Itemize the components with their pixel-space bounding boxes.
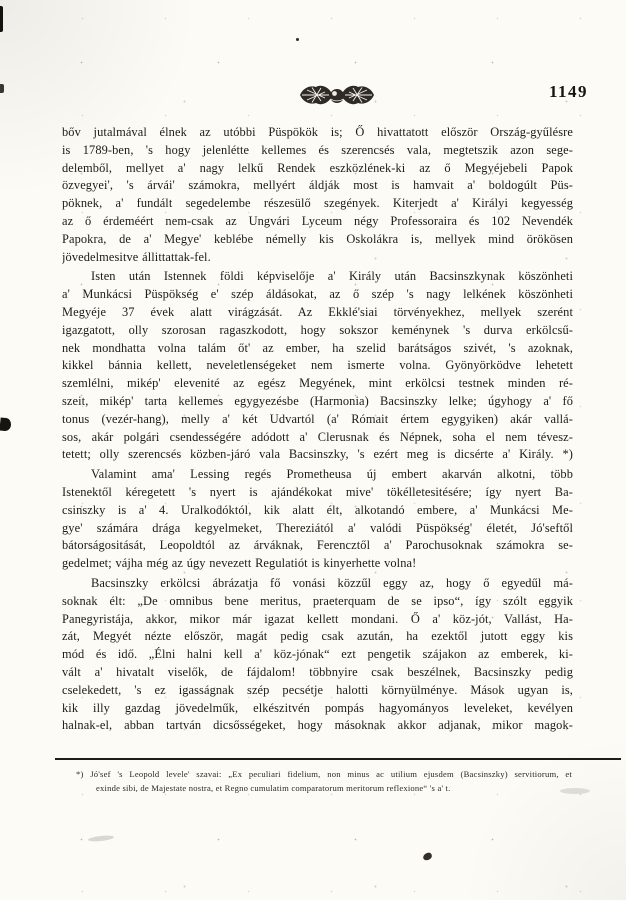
text-line: delemből, mellyet a' nagy lelkű Rendek eszközlének-ki az ő Megyéjebeli Papok (62, 160, 573, 175)
text-line: halnak-el, abban tartván dicsősségeket, hogy másoknak akkor adjanak, mikor magok- (62, 718, 573, 733)
text-line: nek mondhatta volna talám őt' az ember, ha szelid barátságos szivét, 's azoknak, (62, 340, 573, 355)
text-line: gye' számára drága kegyelmeket, Thereziától a' valódi Püspökség' életét, Jó'seftől (62, 520, 573, 535)
footnote (76, 768, 572, 795)
text-line: Megyéje 37 évek alatt virágzását. Az Ekklé'siai törvényekhez, mellyek szerént (62, 304, 573, 319)
scan-artifact (422, 852, 433, 861)
text-line: az ő érdeméért nem-csak az Ungvári Lyceum négy Professoraira és 102 Nevendék (62, 213, 573, 228)
text-line: szemlélni, mikép' elevenité az egész Megyének, mint erkölcsi testnek minden ré- (62, 376, 573, 391)
text-line: bátorságositását, Leopoldtól az árváknak, Ferencztől a' Parochusoknak számokra se- (62, 538, 573, 553)
text-line: tonus (vezér-hang), melly a' két Udvartól (a' Rómait értem egygyiken) akár vallá- (62, 411, 573, 426)
text-line: soknak élt: „De omnibus bene meritus, praeterquam de se ipso“, így szólt eggyik (62, 593, 573, 608)
text-line: tetett; olly szerencsés közben-járó vala Bacsinszky, 's ezért meg is dicsérte a' Király. *) (62, 447, 573, 462)
text-line: mód és idő. „Élni halni kell a' köz-jónak“ ezt pengetik szájakon az emberek, ki- (62, 647, 573, 662)
footnote-line: *) Jó'sef 's Leopold levele' szavai: „Ex peculiari fidelium, non minus ac utilium ejusdem (Bacsinszky) servitiorum, et (76, 769, 572, 779)
text-line: zát, Megyét nézte először, magát pedig csak azután, ha ezektől jutott eggy kis (62, 629, 573, 644)
text-line: igazgatott, olly szorosan ragaszkodott, hogy sokszor keménynek 's durva erkölcsű- (62, 322, 573, 337)
text-line: szeit, mikép' tarta kellemes egygyezésbe (Harmonia) Bacsinszky lelke; úgyhogy a' fő (62, 393, 573, 408)
scan-artifact (0, 84, 4, 93)
fleuron-ornament-icon (298, 84, 376, 111)
text-line: bőv jutalmával élnek az utóbbi Püspökök is; Ő hivattatott először Ország-gyűlésre (62, 125, 573, 139)
text-line: cselekedett, 's ez igasságnak szép pecsétje halotti környülménye. Mások ugyan is, (62, 682, 573, 697)
text-line: Papokra, de a' Megye' keblébe némelly kis Oskolákra is, mellyek mind örökösen (62, 231, 573, 246)
text-line: a' Munkácsi Püspökség e' szép áldásokat, az ő szép 's nagy lelkének köszönheti (62, 287, 573, 302)
page-number: 1149 (548, 82, 588, 101)
text-line: is 1789-ben, 's hogy jelenlétte kellemes és szerencsés vala, megtetszik azon sege- (62, 142, 573, 157)
text-line: jövedelmesitve állittattak-fel. (62, 249, 211, 264)
scan-artifact (88, 835, 114, 843)
text-line: kik illy gazdag jövedelműk, elkészitvén pompás hagyományos leveleket, kevélyen (62, 700, 573, 715)
text-line: pöknek, a' fundált segedelembe részesülő szegények. Kiterjedt a' Királyi kegyesség (62, 196, 573, 211)
footnote-line: exinde sibi, de Majestate nostra, et Regno cumulatim comparatorum meritorum reflexione“ 's a' t. (96, 782, 451, 793)
text-line: vált a' hivatalt viselők, de fájdalom! többnyire csak beszélnek, Bacsinszky pedig (62, 664, 573, 679)
scan-artifact (296, 38, 299, 41)
text-line: Valamint ama' Lessing regés Prometheusa új embert akarván alkotni, több (91, 467, 573, 482)
text-line: Bacsinszky erkölcsi ábrázatja fő vonási közzűl eggy az, hogy ő egyedűl má- (91, 575, 573, 590)
text-line: csinszky is a' 4. Uralkodóktól, kik alatt élt, alkotandó embere, a' Munkácsi Me- (62, 502, 573, 517)
paragraph (62, 124, 573, 266)
paragraph (62, 268, 573, 464)
scan-artifact (0, 417, 12, 431)
text-line: Isten után Istennek földi képviselője a' Király után Bacsinszkynak köszönheti (91, 269, 573, 284)
paragraph (62, 466, 573, 573)
footnote-rule (55, 758, 621, 760)
text-line: sos, akár polgári csendességére adódott a' Clerusnak és Népnek, soha el nem tévesz- (62, 429, 573, 444)
text-line: özvegyei', 's árvái' számokra, mellyért áldják most is hamvait a' boldogúlt Püs- (62, 178, 573, 193)
scan-artifact (0, 6, 3, 32)
paragraph (62, 575, 573, 735)
text-line: Istenektől kéregetett 's nyert is ajándékokat mive' tökélletesitésére; így nyert Ba- (62, 484, 573, 499)
text-line: kikkel bánnia kellett, neveletlenségeket nem ismerte volna. Gyönyörködve lehetett (62, 358, 573, 373)
main-text-block (62, 124, 573, 737)
text-line: Panegyristája, akkor, mikor már igazat kellett mondani. Ő a' köz-jót, Vallást, Ha- (62, 611, 573, 626)
text-line: gedelmet; vájha még az úgy nevezett Regulatiót is kinyerhette volna! (62, 556, 417, 571)
